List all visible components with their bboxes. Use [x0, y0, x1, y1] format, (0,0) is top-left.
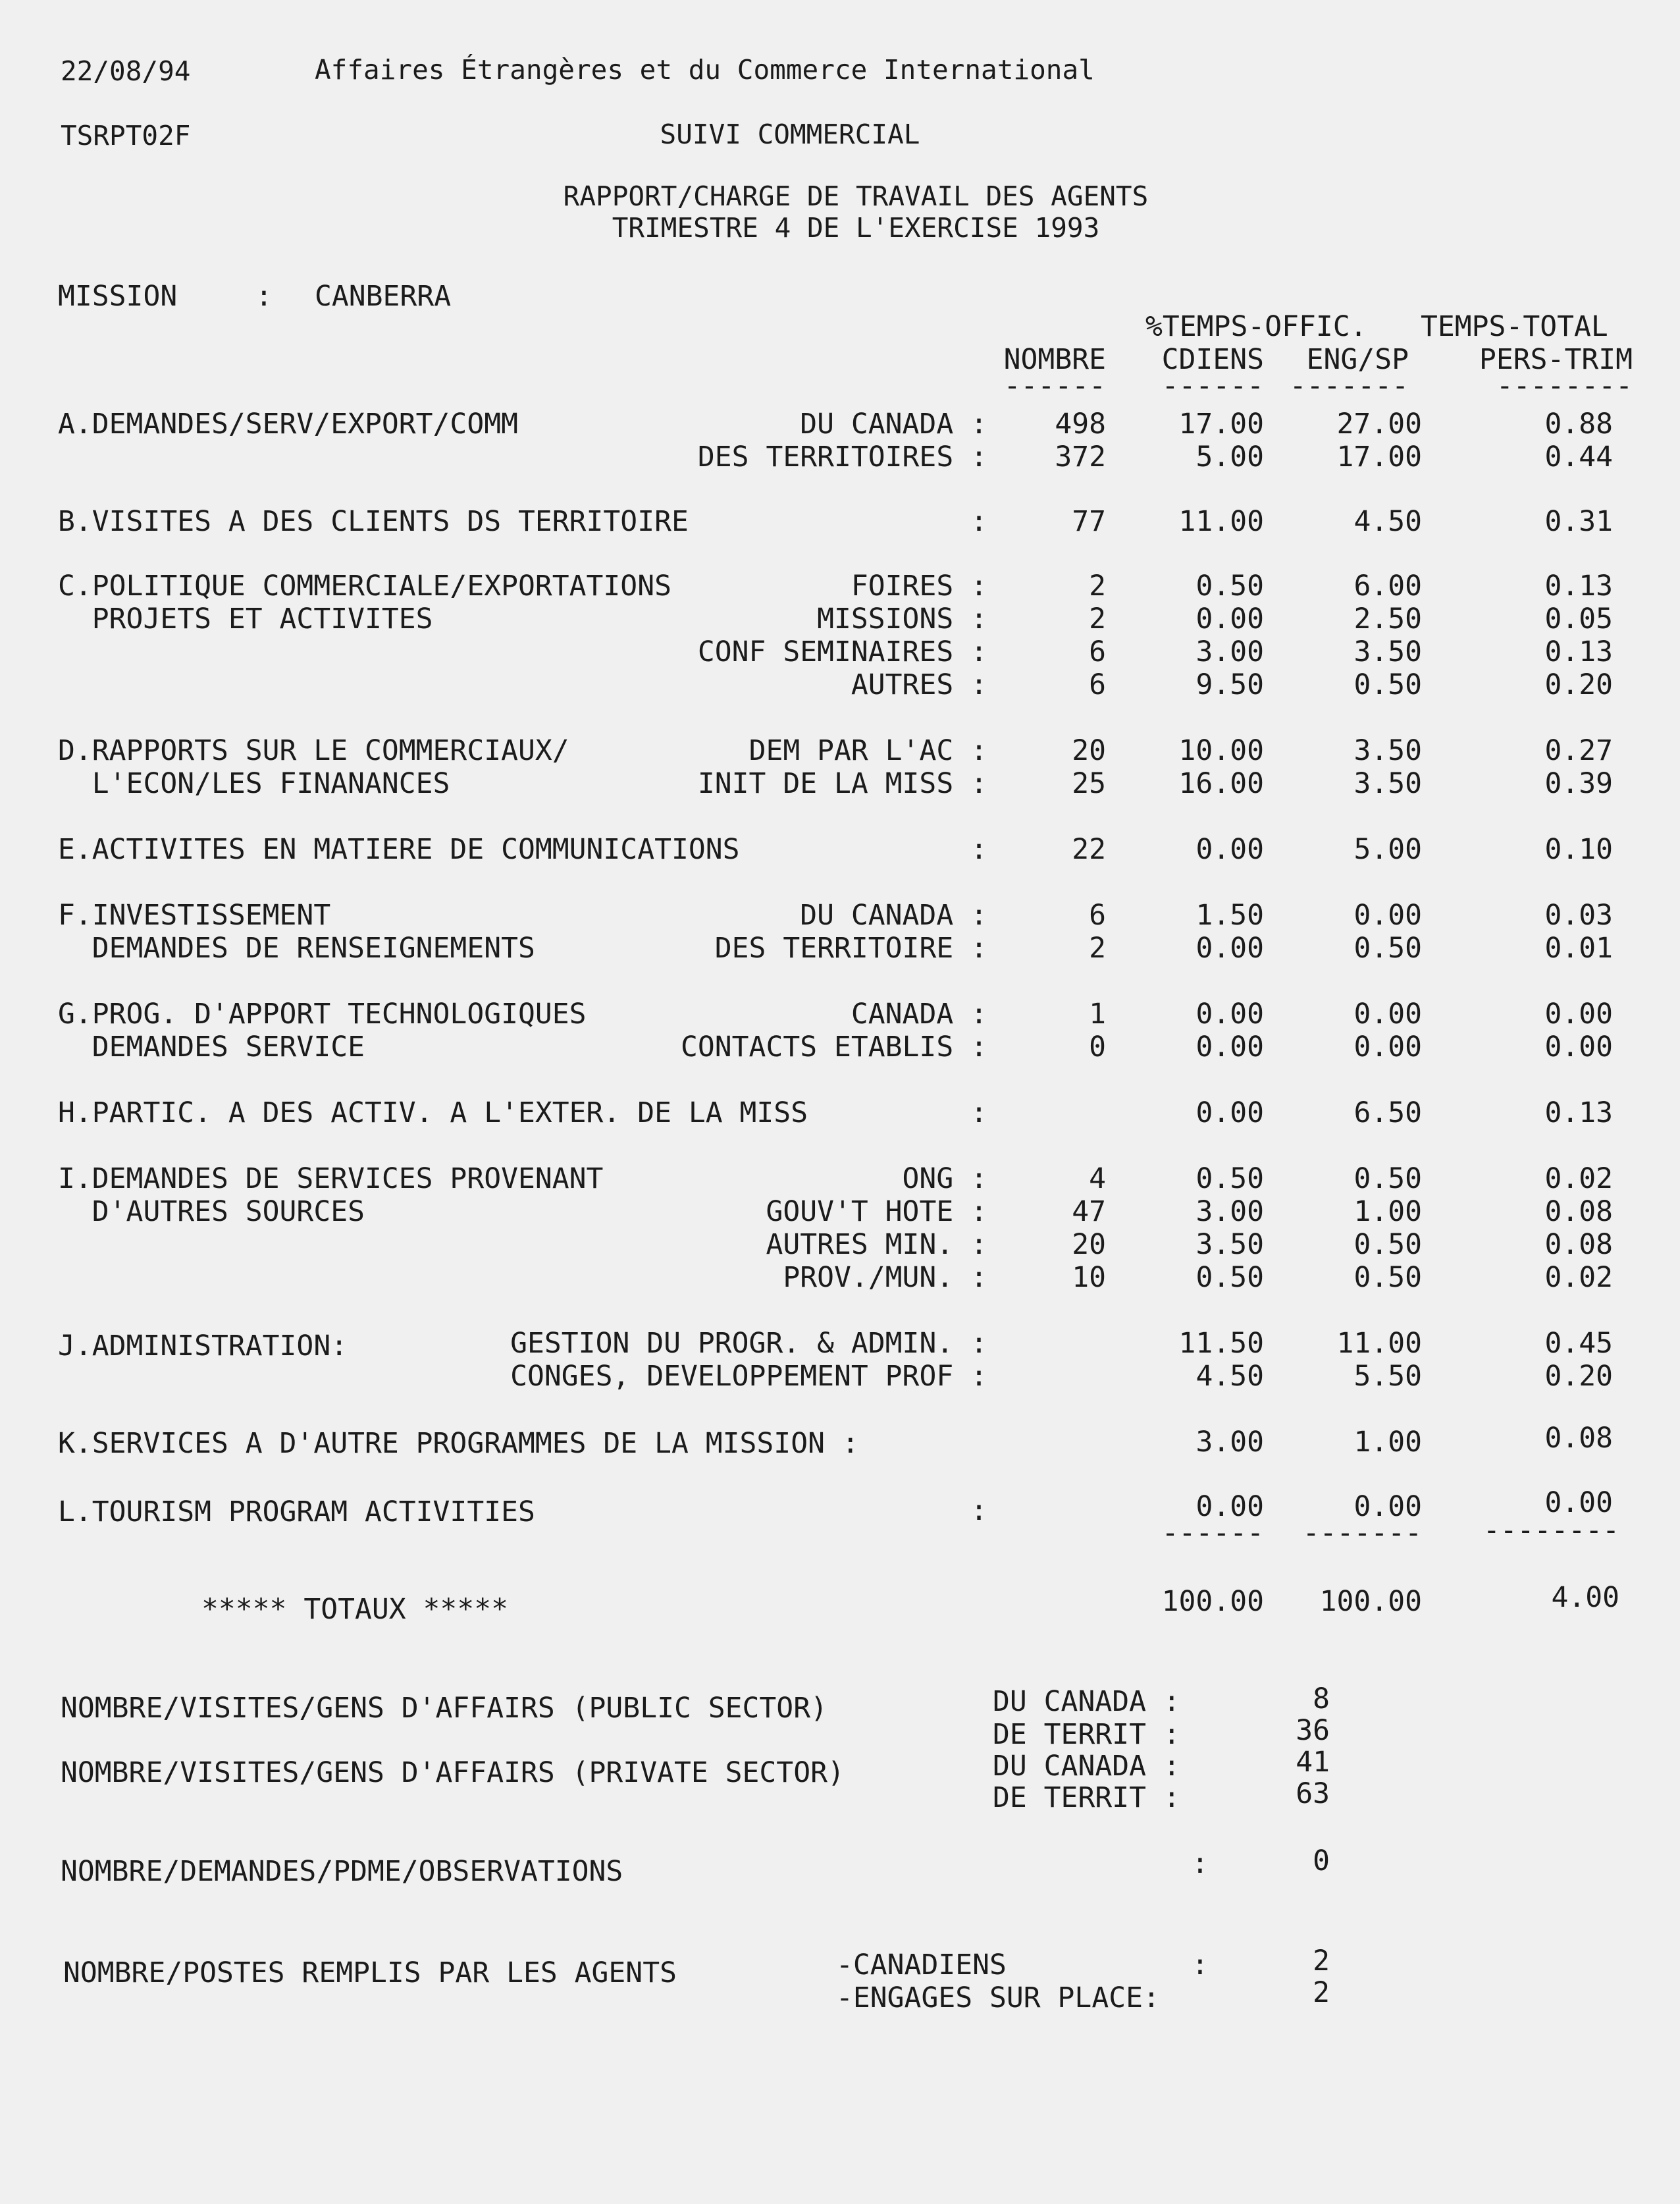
pdme-value: 0 — [1313, 1844, 1330, 1877]
report-title-line1: RAPPORT/CHARGE DE TRAVAIL DES AGENTS — [563, 180, 1149, 212]
row-cdiens: 4.50 — [1195, 1360, 1264, 1393]
report-code: TSRPT02F — [61, 120, 191, 151]
row-perstrim: 0.05 — [1544, 603, 1613, 635]
postes-label: NOMBRE/POSTES REMPLIS PAR LES AGENTS — [63, 1956, 677, 1989]
row-label: L.TOURISM PROGRAM ACTIVITIES — [58, 1495, 535, 1528]
totals-cdiens: 100.00 — [1161, 1585, 1264, 1618]
postes-canadiens-label: -CANADIENS — [836, 1949, 1007, 1981]
row-cdiens: 0.00 — [1195, 603, 1264, 635]
row-cdiens: 17.00 — [1178, 408, 1264, 441]
row-perstrim: 0.20 — [1544, 668, 1613, 701]
col-underline-perstrim: -------- — [1496, 369, 1633, 402]
row-sublabel: GOUV'T HOTE : — [766, 1195, 987, 1228]
row-label: I.DEMANDES DE SERVICES PROVENANT — [58, 1162, 604, 1195]
row-perstrim: 0.08 — [1544, 1422, 1613, 1455]
row-sublabel: MISSIONS : — [817, 603, 987, 635]
row-nombre: 4 — [1089, 1162, 1106, 1195]
row-cdiens: 16.00 — [1178, 767, 1264, 800]
col-header-nombre: NOMBRE — [1003, 343, 1106, 376]
row-cdiens: 3.00 — [1195, 1195, 1264, 1228]
row-cdiens: 3.00 — [1195, 1426, 1264, 1459]
row-perstrim: 0.10 — [1544, 833, 1613, 866]
row-label: F.INVESTISSEMENT — [58, 899, 331, 932]
row-label: J.ADMINISTRATION: — [58, 1330, 348, 1362]
row-perstrim: 0.39 — [1544, 767, 1613, 800]
public-canada-label: DU CANADA : — [993, 1685, 1180, 1718]
row-cdiens: 0.00 — [1195, 998, 1264, 1031]
row-engsp: 2.50 — [1353, 603, 1422, 635]
public-sector-label: NOMBRE/VISITES/GENS D'AFFAIRS (PUBLIC SECTOR) — [61, 1692, 827, 1725]
row-perstrim: 0.13 — [1544, 635, 1613, 668]
row-sublabel: CONGES, DEVELOPPEMENT PROF : — [510, 1360, 987, 1393]
row-engsp: 6.50 — [1353, 1096, 1422, 1129]
pdme-label: NOMBRE/DEMANDES/PDME/OBSERVATIONS — [61, 1855, 623, 1888]
row-perstrim: 0.20 — [1544, 1360, 1613, 1393]
row-nombre: 10 — [1072, 1261, 1106, 1294]
row-label: DEMANDES SERVICE — [58, 1031, 365, 1063]
row-engsp: 3.50 — [1353, 734, 1422, 767]
row-engsp: 0.00 — [1353, 1031, 1422, 1063]
row-label: PROJETS ET ACTIVITES — [58, 603, 433, 635]
col-header-engsp: ENG/SP — [1306, 343, 1409, 376]
row-sublabel: : — [970, 833, 987, 866]
row-nombre: 2 — [1089, 603, 1106, 635]
row-sublabel: CONF SEMINAIRES : — [697, 635, 987, 668]
postes-engages-label: -ENGAGES SUR PLACE: — [836, 1981, 1160, 2014]
row-nombre: 20 — [1072, 1228, 1106, 1261]
row-cdiens: 3.50 — [1195, 1228, 1264, 1261]
row-sublabel: ONG : — [902, 1162, 987, 1195]
mission-colon: : — [255, 280, 273, 313]
row-sublabel: CONTACTS ETABLIS : — [681, 1031, 987, 1063]
row-engsp: 0.50 — [1353, 1261, 1422, 1294]
row-engsp: 1.00 — [1353, 1195, 1422, 1228]
row-nombre: 6 — [1089, 668, 1106, 701]
public-territ-label: DE TERRIT : — [993, 1718, 1180, 1751]
row-label: A.DEMANDES/SERV/EXPORT/COMM — [58, 408, 518, 441]
row-cdiens: 0.00 — [1195, 1096, 1264, 1129]
row-perstrim: 0.02 — [1544, 1162, 1613, 1195]
row-perstrim: 0.00 — [1544, 1486, 1613, 1519]
report-title-line2: TRIMESTRE 4 DE L'EXERCISE 1993 — [612, 212, 1100, 244]
row-perstrim: 0.08 — [1544, 1195, 1613, 1228]
row-sublabel: CANADA : — [851, 998, 987, 1031]
row-label: DEMANDES DE RENSEIGNEMENTS — [58, 932, 535, 965]
row-sublabel: INIT DE LA MISS : — [697, 767, 987, 800]
private-territ-label: DE TERRIT : — [993, 1781, 1180, 1814]
private-canada-label: DU CANADA : — [993, 1750, 1180, 1783]
row-sublabel: DES TERRITOIRES : — [697, 441, 987, 473]
row-perstrim: 0.02 — [1544, 1261, 1613, 1294]
mission-label: MISSION — [58, 280, 178, 313]
public-canada-value: 8 — [1313, 1682, 1330, 1715]
row-engsp: 4.50 — [1353, 505, 1422, 538]
row-nombre: 1 — [1089, 998, 1106, 1031]
row-cdiens: 10.00 — [1178, 734, 1264, 767]
row-engsp: 0.50 — [1353, 932, 1422, 965]
row-nombre: 47 — [1072, 1195, 1106, 1228]
row-nombre: 372 — [1055, 441, 1106, 473]
private-canada-value: 41 — [1296, 1746, 1330, 1779]
col-underline-cdiens: ------ — [1161, 369, 1264, 402]
col-underline-engsp: ------- — [1289, 369, 1409, 402]
row-sublabel: GESTION DU PROGR. & ADMIN. : — [510, 1327, 987, 1360]
row-nombre: 77 — [1072, 505, 1106, 538]
row-cdiens: 0.00 — [1195, 932, 1264, 965]
row-perstrim: 0.08 — [1544, 1228, 1613, 1261]
row-perstrim: 0.13 — [1544, 570, 1613, 603]
pdme-colon: : — [1192, 1847, 1209, 1880]
row-perstrim: 0.00 — [1544, 998, 1613, 1031]
row-nombre: 6 — [1089, 635, 1106, 668]
row-nombre: 6 — [1089, 899, 1106, 932]
row-sublabel: AUTRES MIN. : — [766, 1228, 987, 1261]
row-nombre: 0 — [1089, 1031, 1106, 1063]
row-sublabel: DU CANADA : — [800, 899, 987, 932]
row-perstrim: 0.03 — [1544, 899, 1613, 932]
row-cdiens: 1.50 — [1195, 899, 1264, 932]
totals-underline-cdiens: ------ — [1161, 1517, 1264, 1549]
col-header-temps-total: TEMPS-TOTAL — [1421, 310, 1608, 343]
totals-underline-perstrim: -------- — [1483, 1514, 1619, 1547]
postes-canadiens-value: 2 — [1313, 1945, 1330, 1977]
postes-engages-value: 2 — [1313, 1976, 1330, 2009]
row-sublabel: : — [970, 1494, 987, 1527]
row-engsp: 3.50 — [1353, 635, 1422, 668]
row-sublabel: DEM PAR L'AC : — [748, 734, 987, 767]
mission-value: CANBERRA — [315, 280, 452, 313]
col-header-perstrim: PERS-TRIM — [1479, 343, 1633, 376]
row-nombre: 2 — [1089, 932, 1106, 965]
row-cdiens: 0.00 — [1195, 833, 1264, 866]
row-label: C.POLITIQUE COMMERCIALE/EXPORTATIONS — [58, 570, 671, 603]
row-engsp: 0.50 — [1353, 1228, 1422, 1261]
row-perstrim: 0.44 — [1544, 441, 1613, 473]
row-sublabel: PROV./MUN. : — [783, 1261, 987, 1294]
row-sublabel: : — [970, 1096, 987, 1129]
ministry-name: Affaires Étrangères et du Commerce International — [315, 54, 1095, 86]
row-engsp: 6.00 — [1353, 570, 1422, 603]
row-engsp: 17.00 — [1336, 441, 1422, 473]
totals-label: ***** TOTAUX ***** — [201, 1593, 508, 1626]
row-perstrim: 0.01 — [1544, 932, 1613, 965]
row-cdiens: 9.50 — [1195, 668, 1264, 701]
row-engsp: 1.00 — [1353, 1426, 1422, 1459]
row-cdiens: 0.00 — [1195, 1490, 1264, 1523]
private-sector-label: NOMBRE/VISITES/GENS D'AFFAIRS (PRIVATE SECTOR) — [61, 1756, 845, 1789]
row-engsp: 0.00 — [1353, 899, 1422, 932]
row-nombre: 22 — [1072, 833, 1106, 866]
row-engsp: 5.00 — [1353, 833, 1422, 866]
row-perstrim: 0.27 — [1544, 734, 1613, 767]
row-engsp: 0.00 — [1353, 1490, 1422, 1523]
totals-engsp: 100.00 — [1319, 1585, 1422, 1618]
row-cdiens: 3.00 — [1195, 635, 1264, 668]
row-cdiens: 0.50 — [1195, 1162, 1264, 1195]
col-underline-nombre: ------ — [1003, 369, 1106, 402]
col-header-cdiens: CDIENS — [1161, 343, 1264, 376]
row-cdiens: 0.50 — [1195, 1261, 1264, 1294]
row-cdiens: 5.00 — [1195, 441, 1264, 473]
row-label: D'AUTRES SOURCES — [58, 1195, 365, 1228]
row-engsp: 3.50 — [1353, 767, 1422, 800]
row-cdiens: 11.00 — [1178, 505, 1264, 538]
row-sublabel: AUTRES : — [851, 668, 987, 701]
private-territ-value: 63 — [1296, 1777, 1330, 1810]
row-nombre: 20 — [1072, 734, 1106, 767]
row-engsp: 0.50 — [1353, 668, 1422, 701]
row-sublabel: : — [970, 505, 987, 538]
row-label: K.SERVICES A D'AUTRE PROGRAMMES DE LA MISSION : — [58, 1427, 859, 1460]
row-label: G.PROG. D'APPORT TECHNOLOGIQUES — [58, 998, 587, 1031]
row-perstrim: 0.13 — [1544, 1096, 1613, 1129]
totals-perstrim: 4.00 — [1551, 1581, 1619, 1614]
row-label: D.RAPPORTS SUR LE COMMERCIAUX/ — [58, 734, 569, 767]
row-engsp: 27.00 — [1336, 408, 1422, 441]
report-date: 22/08/94 — [61, 55, 191, 87]
postes-canadiens-colon: : — [1192, 1949, 1209, 1981]
row-perstrim: 0.00 — [1544, 1031, 1613, 1063]
col-header-temps-offic: %TEMPS-OFFIC. — [1145, 310, 1367, 343]
row-label: H.PARTIC. A DES ACTIV. A L'EXTER. DE LA MISS — [58, 1096, 808, 1129]
row-nombre: 498 — [1055, 408, 1106, 441]
row-cdiens: 11.50 — [1178, 1327, 1264, 1360]
row-cdiens: 0.00 — [1195, 1031, 1264, 1063]
row-engsp: 0.50 — [1353, 1162, 1422, 1195]
row-sublabel: FOIRES : — [851, 570, 987, 603]
row-cdiens: 0.50 — [1195, 570, 1264, 603]
row-label: L'ECON/LES FINANANCES — [58, 767, 450, 800]
row-perstrim: 0.45 — [1544, 1327, 1613, 1360]
public-territ-value: 36 — [1296, 1714, 1330, 1747]
row-label: B.VISITES A DES CLIENTS DS TERRITOIRE — [58, 505, 689, 538]
row-sublabel: DES TERRITOIRE : — [714, 932, 987, 965]
totals-underline-engsp: ------- — [1302, 1517, 1422, 1549]
row-engsp: 11.00 — [1336, 1327, 1422, 1360]
row-perstrim: 0.31 — [1544, 505, 1613, 538]
row-label: E.ACTIVITES EN MATIERE DE COMMUNICATIONS — [58, 833, 740, 866]
row-nombre: 25 — [1072, 767, 1106, 800]
row-engsp: 0.00 — [1353, 998, 1422, 1031]
row-sublabel: DU CANADA : — [800, 408, 987, 441]
row-nombre: 2 — [1089, 570, 1106, 603]
row-perstrim: 0.88 — [1544, 408, 1613, 441]
system-name: SUIVI COMMERCIAL — [660, 119, 920, 150]
row-engsp: 5.50 — [1353, 1360, 1422, 1393]
